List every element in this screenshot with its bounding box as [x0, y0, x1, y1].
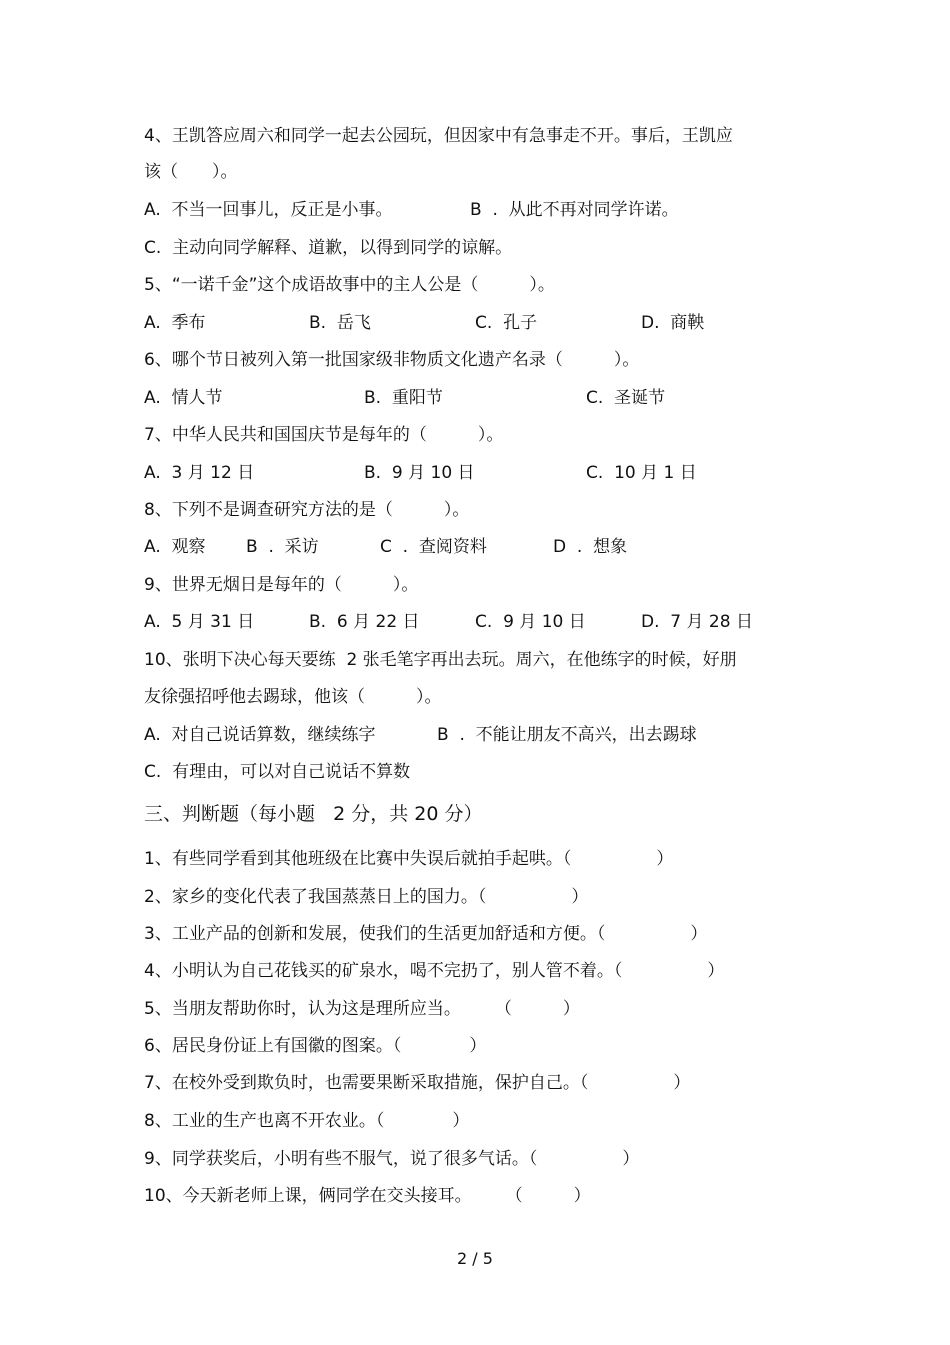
question-9-option-d: D. 7 月 28 日	[641, 612, 753, 632]
question-10-option-c: C. 有理由，可以对自己说话不算数	[144, 762, 411, 782]
question-4-stem-line-1: 4、王凯答应周六和同学一起去公园玩，但因家中有急事走不开。事后，王凯应	[144, 126, 733, 146]
question-5-stem: 5、“一诺千金”这个成语故事中的主人公是（ ）。	[144, 275, 555, 295]
question-9-option-a: A. 5 月 31 日	[144, 612, 255, 632]
question-6-option-c: C. 圣诞节	[586, 388, 666, 408]
question-9-option-c: C. 9 月 10 日	[475, 612, 586, 632]
question-5-option-b: B. 岳飞	[309, 313, 371, 333]
question-5-option-c: C. 孔子	[475, 313, 538, 333]
question-8-stem: 8、下列不是调查研究方法的是（ ）。	[144, 500, 470, 520]
judgement-question-8: 8、工业的生产也离不开农业。（ ）	[144, 1111, 470, 1131]
section-title-judgement: 三、判断题（每小题 2 分，共 20 分）	[144, 803, 483, 825]
judgement-question-3: 3、工业产品的创新和发展，使我们的生活更加舒适和方便。（ ）	[144, 924, 708, 944]
question-6-stem: 6、哪个节日被列入第一批国家级非物质文化遗产名录（ ）。	[144, 350, 640, 370]
question-4-option-b: B . 从此不再对同学许诺。	[470, 200, 679, 220]
question-8-option-d: D . 想象	[553, 537, 628, 557]
question-5-option-a: A. 季布	[144, 313, 206, 333]
question-9-option-b: B. 6 月 22 日	[309, 612, 420, 632]
question-4-option-a: A. 不当一回事儿，反正是小事。	[144, 200, 393, 220]
judgement-question-10: 10、今天新老师上课，俩同学在交头接耳。 （ ）	[144, 1186, 591, 1206]
question-10-stem-line-2: 友徐强招呼他去踢球，他该（ ）。	[144, 687, 442, 707]
question-7-option-a: A. 3 月 12 日	[144, 463, 255, 483]
question-4-option-c: C. 主动向同学解释、道歉，以得到同学的谅解。	[144, 238, 513, 258]
question-10-option-a: A. 对自己说话算数，继续练字	[144, 725, 376, 745]
judgement-question-1: 1、有些同学看到其他班级在比赛中失误后就拍手起哄。（ ）	[144, 849, 674, 869]
judgement-question-7: 7、在校外受到欺负时，也需要果断采取措施，保护自己。（ ）	[144, 1073, 691, 1093]
question-8-option-b: B . 采访	[246, 537, 319, 557]
question-6-option-a: A. 情人节	[144, 388, 223, 408]
page-number: 2 / 5	[457, 1249, 493, 1268]
judgement-question-9: 9、同学获奖后，小明有些不服气，说了很多气话。（ ）	[144, 1149, 640, 1169]
question-6-option-b: B. 重阳节	[364, 388, 443, 408]
question-10-stem-line-1: 10、张明下决心每天要练 2 张毛笔字再出去玩。周六，在他练字的时候，好朋	[144, 650, 737, 670]
question-7-option-c: C. 10 月 1 日	[586, 463, 697, 483]
question-8-option-c: C . 查阅资料	[380, 537, 487, 557]
judgement-question-4: 4、小明认为自己花钱买的矿泉水，喝不完扔了，别人管不着。（ ）	[144, 961, 725, 981]
judgement-question-2: 2、家乡的变化代表了我国蒸蒸日上的国力。（ ）	[144, 887, 589, 907]
judgement-question-5: 5、当朋友帮助你时，认为这是理所应当。 （ ）	[144, 999, 580, 1019]
question-7-option-b: B. 9 月 10 日	[364, 463, 475, 483]
question-4-stem-line-2: 该（ ）。	[144, 162, 238, 182]
question-5-option-d: D. 商鞅	[641, 313, 705, 333]
question-8-option-a: A. 观察	[144, 537, 206, 557]
question-10-option-b: B . 不能让朋友不高兴，出去踢球	[437, 725, 697, 745]
judgement-question-6: 6、居民身份证上有国徽的图案。（ ）	[144, 1036, 487, 1056]
question-7-stem: 7、中华人民共和国国庆节是每年的（ ）。	[144, 425, 504, 445]
question-9-stem: 9、世界无烟日是每年的（ ）。	[144, 575, 419, 595]
